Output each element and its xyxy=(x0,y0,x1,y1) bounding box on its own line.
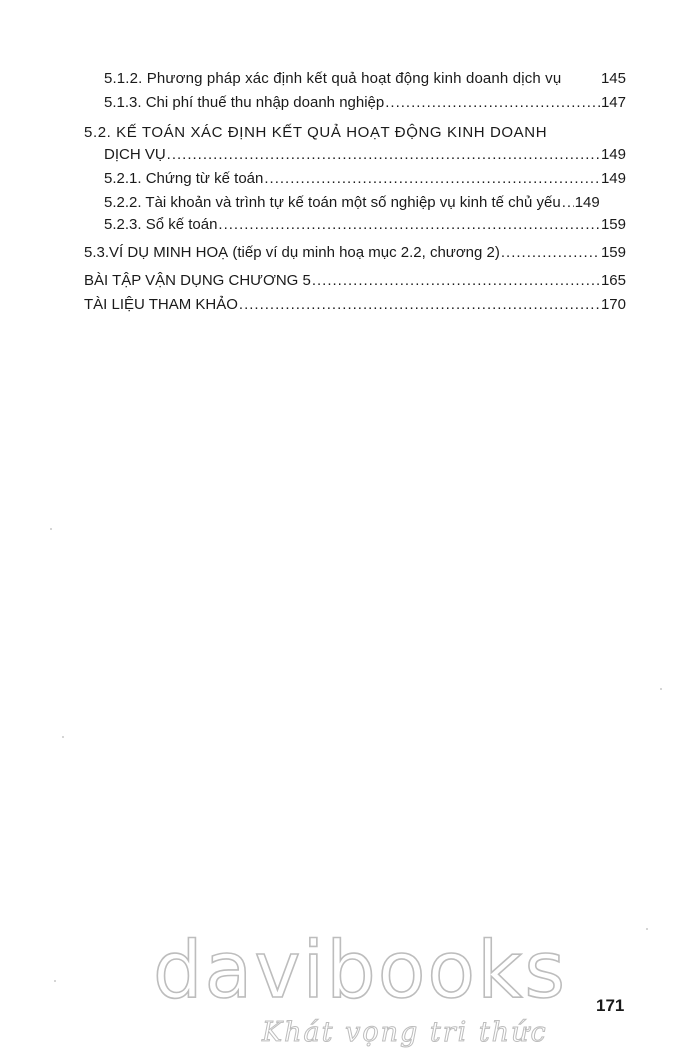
toc-entry-title: 5.1.3. Chi phí thuế thu nhập doanh nghiệp xyxy=(104,94,385,111)
toc-entry-5-2 xyxy=(104,146,626,164)
toc-entry-5-3 xyxy=(84,244,626,262)
toc-entry-references xyxy=(84,296,626,314)
toc-section-heading-5-2: 5.2. KẾ TOÁN XÁC ĐỊNH KẾT QUẢ HOẠT ĐỘNG KINH DOANH xyxy=(84,124,548,141)
dot-leader xyxy=(501,244,600,262)
toc-entry-page: 145 xyxy=(600,70,626,87)
toc-entry-page: 159 xyxy=(600,216,626,233)
toc-entry-exercises xyxy=(84,272,626,290)
toc-entry-title: 5.1.2. Phương pháp xác định kết quả hoạt động kinh doanh dịch vụ xyxy=(104,70,562,87)
toc-entry-title: 5.2.3. Sổ kế toán xyxy=(104,216,218,233)
toc-entry-page: 149 xyxy=(600,146,626,163)
toc-entry-page: 159 xyxy=(600,244,626,261)
scan-speck xyxy=(54,980,56,982)
page-number: 171 xyxy=(596,996,625,1015)
dot-leader xyxy=(385,94,600,112)
toc-entry-5-2-3 xyxy=(104,216,626,234)
scan-speck xyxy=(646,928,648,930)
toc-entry-title: DỊCH VỤ xyxy=(104,146,166,163)
toc-entry-title: 5.3.VÍ DỤ MINH HOẠ (tiếp ví dụ minh hoạ mục 2.2, chương 2) xyxy=(84,244,500,261)
dot-leader xyxy=(239,296,600,314)
toc-entry-page: 165 xyxy=(600,272,626,289)
toc-entry-5-1-2 xyxy=(104,70,626,88)
toc-entry-page: 149 xyxy=(574,194,600,211)
scan-speck xyxy=(62,736,64,738)
toc-entry-5-2-1 xyxy=(104,170,626,188)
toc-entry-title: TÀI LIỆU THAM KHẢO xyxy=(84,296,238,313)
dot-leader xyxy=(562,194,574,212)
toc-entry-title: BÀI TẬP VẬN DỤNG CHƯƠNG 5 xyxy=(84,272,311,289)
watermark-slogan: Khát vọng tri thức xyxy=(262,1017,548,1048)
dot-leader xyxy=(264,170,600,188)
toc-entry-page: 147 xyxy=(600,94,626,111)
toc-entry-page: 170 xyxy=(600,296,626,313)
dot-leader xyxy=(167,146,600,164)
scan-speck xyxy=(660,688,662,690)
toc-entry-5-2-2 xyxy=(104,194,626,212)
toc-entry-5-1-3 xyxy=(104,94,626,112)
scan-speck xyxy=(50,528,52,530)
davibooks-watermark-logo: davibooks xyxy=(153,926,567,1016)
toc-entry-title: 5.2.2. Tài khoản và trình tự kế toán một số nghiệp vụ kinh tế chủ yếu xyxy=(104,194,561,211)
toc-entry-page: 149 xyxy=(600,170,626,187)
toc-entry-title: 5.2.1. Chứng từ kế toán xyxy=(104,170,264,187)
dot-leader xyxy=(312,272,600,290)
dot-leader xyxy=(218,216,600,234)
